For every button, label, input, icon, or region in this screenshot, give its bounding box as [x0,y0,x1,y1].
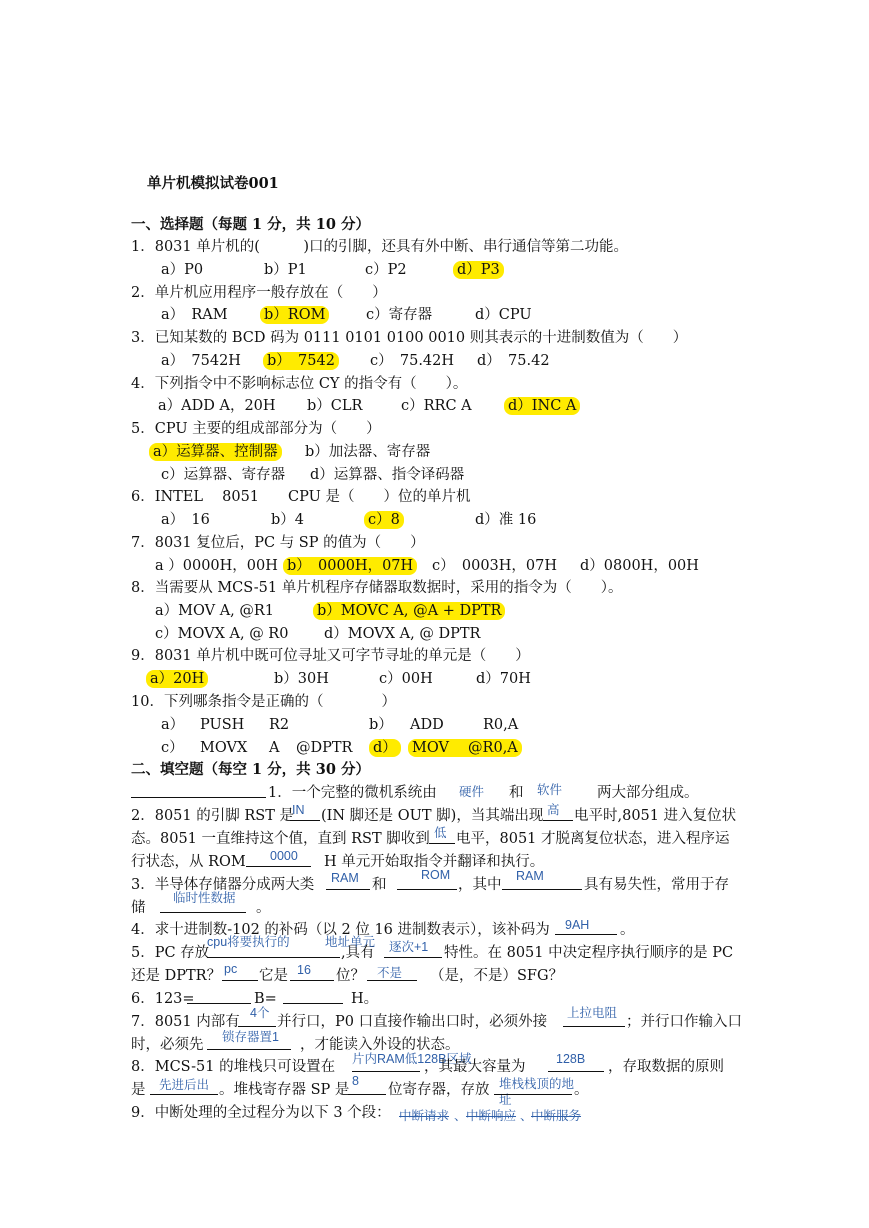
fill-2-line-1b: (IN 脚还是 OUT 脚)，当其端出现 [321,808,544,824]
q6-option-d: d）准 16 [475,512,537,528]
fill-1-text-end: 两大部分组成。 [597,785,699,801]
fill-2-answer-1: IN [292,803,305,817]
fill-5-answer-4: pc [224,962,238,976]
fill-5-line-2d: （是，不是）SFG？ [430,968,564,984]
q10-option-d-label-highlighted: d） [369,739,401,757]
blank-line [502,889,582,890]
question-4: 4．下列指令中不影响标志位 CY 的指令有（ ）。 [131,376,468,392]
fill-9-answer-1: 中断请求 [399,1109,450,1123]
blank-line [187,1003,251,1004]
fill-5-answer-3: 逐次+1 [389,940,429,954]
fill-2-line-1a: 2．8051 的引脚 RST 是 [131,808,294,824]
fill-3-answer-3: RAM [516,869,544,883]
fill-8-answer-1: 片内RAM低128B区域 [352,1052,472,1066]
blank-line [543,820,573,821]
q7-option-a: a ）0000H，00H [155,558,278,574]
q4-option-d-highlighted: d）INC A [504,397,580,415]
fill-8-line-1b: ，其最大容量为 [424,1059,526,1075]
q8-option-a: a）MOV A, @R1 [155,603,275,619]
question-7: 7．8031 复位后，PC 与 SP 的值为（ ） [131,535,425,551]
q3-option-a: a） 7542H [161,353,241,369]
fill-2-line-2b: 电平，8051 才脱离复位状态，进入程序运 [456,831,730,847]
fill-2-answer-3: 低 [434,826,447,840]
q10-option-c-label: c） [161,740,184,756]
blank-line [555,934,617,935]
fill-8-line-1c: ，存取数据的原则 [608,1059,724,1075]
fill-4-end: 。 [620,922,635,938]
fill-8-answer-5: 堆栈栈顶的地 [499,1077,575,1091]
fill-5-line-2c: 位？ [336,968,365,984]
q2-option-b-highlighted: b）ROM [260,306,329,324]
q3-option-b-highlighted: b） 7542 [263,352,339,370]
fill-8-answer-4: 8 [352,1074,359,1088]
question-8: 8．当需要从 MCS-51 单片机程序存储器取数据时，采用的指令为（ ）。 [131,580,623,596]
blank-line [367,980,417,981]
blank-line [283,1003,343,1004]
q4-option-c: c）RRC A [401,398,472,414]
fill-2-line-2a: 态。8051 一直维持这个值，直到 RST 脚收到 [131,831,430,847]
fill-5-line-2a: 还是 DPTR？ [131,968,222,984]
q10-option-c-arg2: @DPTR [296,740,353,756]
q10-option-d-highlighted: MOV @R0,A [408,739,522,757]
fill-9-answer-3: 中断服务 [531,1109,582,1123]
q10-option-b-op: ADD [410,717,444,733]
blank-line [494,1094,572,1095]
q5-option-d: d）运算器、指令译码器 [310,467,465,483]
fill-8-line-1a: 8．MCS-51 的堆栈只可设置在 [131,1059,336,1075]
fill-8-answer-3: 先进后出 [159,1078,210,1092]
fill-9-text: 9．中断处理的全过程分为以下 3 个段： [131,1105,391,1121]
section-2-header: 二、填空题（每空 1 分，共 30 分） [131,761,370,778]
q5-option-c: c）运算器、寄存器 [161,467,286,483]
blank-line [352,1071,420,1072]
fill-5-answer-1: cpu将要执行的 [207,935,290,949]
fill-7-line-2b: ，才能读入外设的状态。 [300,1037,460,1053]
blank-line [222,980,258,981]
q10-option-b-arg: R0,A [483,717,519,733]
q4-option-a: a）ADD A，20H [158,398,276,414]
fill-8-answer-6: 址 [499,1093,512,1107]
blank-line [548,1071,604,1072]
fill-5-answer-6: 不是 [377,966,403,980]
fill-8-line-2b: 。堆栈寄存器 SP 是 [219,1082,350,1098]
fill-5-line-1b: ,具有 [341,945,375,961]
fill-5-line-2b: 它是 [259,968,288,984]
fill-3-line-2b: 。 [256,900,271,916]
fill-2-line-3b: H 单元开始取指令并翻译和执行。 [324,854,545,870]
question-1: 1．8031 单片机的( )口的引脚，还具有外中断、串行通信等第二功能。 [131,239,629,255]
fill-2-answer-2: 高 [547,803,560,817]
q3-option-c: c） 75.42H [370,353,455,369]
q1-option-d-highlighted: d）P3 [453,261,504,279]
question-3: 3．已知某数的 BCD 码为 0111 0101 0100 0010 则其表示的十进制数值为（ ） [131,330,688,346]
blank-line [429,843,455,844]
fill-2-line-3a: 行状态，从 ROM [131,854,246,870]
q7-option-d: d）0800H，00H [580,558,699,574]
fill-7-line-1c: ；并行口作输入口 [626,1014,742,1030]
fill-5-answer-2: 地址单元 [325,935,376,949]
blank-line [238,1026,276,1027]
q1-option-b: b）P1 [264,262,307,278]
blank-line [384,957,442,958]
fill-1-text-and: 和 [509,785,524,801]
fill-1-answer-1: 硬件 [459,785,485,799]
q10-option-a-arg: R2 [269,717,290,733]
blank-line [150,1094,218,1095]
question-5: 5．CPU 主要的组成部部分为（ ） [131,421,381,437]
blank-line [397,889,457,890]
q2-option-d: d）CPU [475,307,532,323]
q9-option-b: b）30H [274,671,329,687]
blank-line [326,889,370,890]
blank-line [246,866,311,867]
q10-option-a-op: PUSH [200,717,245,733]
q4-option-b: b）CLR [307,398,363,414]
fill-7-line-2a: 时，必须先 [131,1037,204,1053]
fill-8-line-2c: 位寄存器，存放 [388,1082,490,1098]
fill-8-line-2a: 是 [131,1082,146,1098]
q10-option-b-label: b） [369,717,393,733]
fill-3-line-1a: 3．半导体存储器分成两大类 [131,877,315,893]
fill-1-answer-2: 软件 [537,783,563,797]
q2-option-c: c）寄存器 [366,307,433,323]
q7-option-c: c） 0003H，07H [432,558,558,574]
fill-6-text: 6．123= [131,991,195,1007]
fill-2-line-1c: 电平时,8051 进入复位状 [574,808,737,824]
fill-5-line-1c: 特性。在 8051 中决定程序执行顺序的是 PC [444,945,734,961]
q6-option-a: a） 16 [161,512,210,528]
fill-5-line-1a: 5．PC 存放 [131,945,210,961]
q6-option-b: b）4 [271,512,305,528]
q10-option-a-label: a） [161,717,185,733]
fill-3-text-middle: ，其中 [458,877,502,893]
q7-option-b-highlighted: b） 0000H，07H [283,557,417,575]
q9-option-a-highlighted: a）20H [146,670,208,688]
fill-8-answer-2: 128B [556,1052,586,1066]
section-1-header: 一、选择题（每题 1 分，共 10 分） [131,216,370,233]
fill-2-answer-4: 0000 [270,849,298,863]
fill-3-answer-2: ROM [421,868,451,882]
blank-line [563,1026,625,1027]
fill-3-line-1d: 具有易失性，常用于存 [584,877,729,893]
q8-option-b-highlighted: b）MOVC A, @A + DPTR [313,602,505,620]
q8-option-d: d）MOVX A, @ DPTR [324,626,481,642]
fill-9-answer-2: 中断响应 [466,1109,517,1123]
fill-9-separator-2: 、 [520,1109,533,1123]
fill-1-text: 1．一个完整的微机系统由 [268,785,437,801]
fill-7-line-1b: 并行口，P0 口直接作输出口时，必须外接 [277,1014,548,1030]
fill-8-line-2d: 。 [574,1082,589,1098]
fill-7-line-1a: 7．8051 内部有 [131,1014,240,1030]
fill-7-answer-3: 锁存器置1 [222,1030,279,1044]
q10-option-c-arg1: A [269,740,280,756]
q9-option-c: c）00H [379,671,433,687]
q10-option-c-op: MOVX [200,740,248,756]
fill-9-separator-1: 、 [454,1109,467,1123]
page-title: 单片机模拟试卷001 [147,175,279,192]
fill-6-text-h: H。 [351,991,379,1007]
fill-4-text: 4．求十进制数-102 的补码（以 2 位 16 进制数表示），该补码为 [131,922,550,938]
blank-line [207,1049,291,1050]
fill-7-answer-1: 4个 [250,1006,270,1020]
q1-option-c: c）P2 [365,262,407,278]
fill-4-answer: 9AH [565,918,590,932]
blank-line [290,820,320,821]
q5-option-b: b）加法器、寄存器 [305,444,431,460]
blank-line [131,797,266,798]
q3-option-d: d） 75.42 [477,353,550,369]
fill-6-text-b: B= [254,991,277,1007]
question-9: 9．8031 单片机中既可位寻址又可字节寻址的单元是（ ） [131,648,530,664]
q9-option-d: d）70H [476,671,531,687]
q8-option-c: c）MOVX A, @ R0 [155,626,289,642]
blank-line [348,1094,386,1095]
fill-5-answer-5: 16 [297,963,311,977]
fill-3-line-2a: 储 [131,900,146,916]
fill-3-answer-4: 临时性数据 [173,891,236,905]
q6-option-c-highlighted: c）8 [364,511,404,529]
q1-option-a: a）P0 [161,262,204,278]
blank-line [290,980,334,981]
question-10: 10．下列哪条指令是正确的（ ） [131,694,396,710]
question-2: 2．单片机应用程序一般存放在（ ） [131,285,387,301]
q5-option-a-highlighted: a）运算器、控制器 [149,443,282,461]
fill-3-text-and: 和 [372,877,387,893]
blank-line [207,957,340,958]
q2-option-a: a） RAM [161,307,228,323]
question-6: 6．INTEL 8051 CPU 是（ ）位的单片机 [131,489,471,505]
fill-3-answer-1: RAM [331,871,359,885]
blank-line [160,912,246,913]
fill-7-answer-2: 上拉电阻 [567,1006,618,1020]
